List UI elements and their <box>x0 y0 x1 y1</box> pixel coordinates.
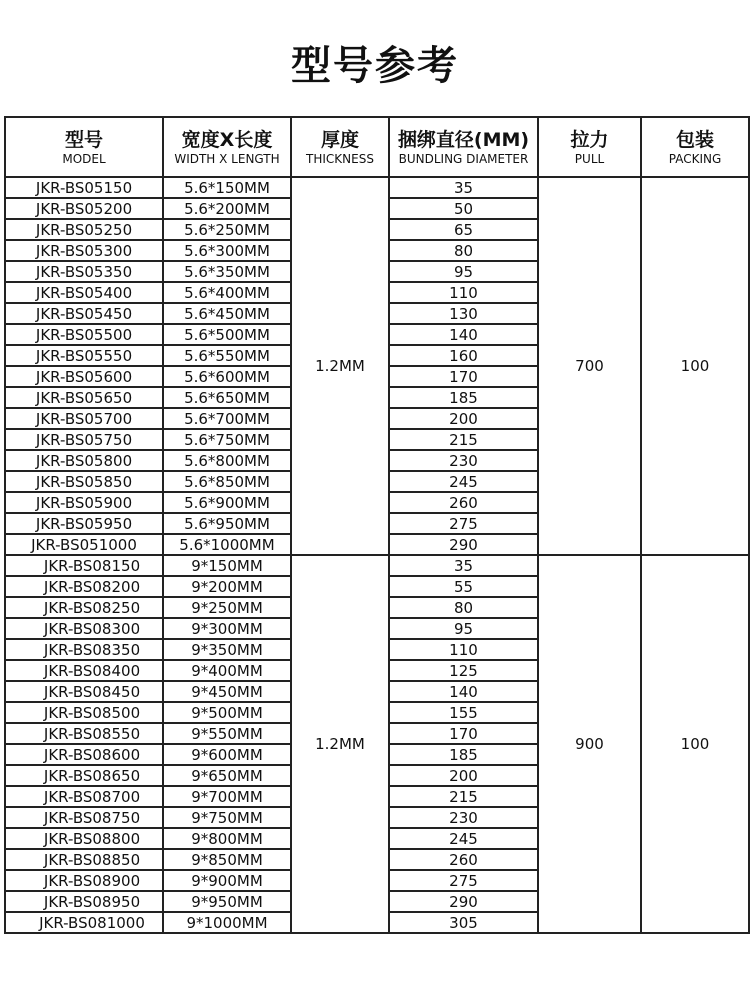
diameter-cell: 290 <box>389 891 538 912</box>
size-cell: 9*500MM <box>163 702 291 723</box>
model-cell: JKR-BS08400 <box>5 660 163 681</box>
diameter-cell: 95 <box>389 261 538 282</box>
pull-cell: 900 <box>538 555 641 933</box>
model-cell: JKR-BS05300 <box>5 240 163 261</box>
size-cell: 5.6*150MM <box>163 177 291 198</box>
diameter-cell: 275 <box>389 513 538 534</box>
size-cell: 5.6*600MM <box>163 366 291 387</box>
table-row <box>5 555 749 576</box>
size-cell: 9*150MM <box>163 555 291 576</box>
spec-table <box>4 116 750 934</box>
model-cell: JKR-BS05450 <box>5 303 163 324</box>
diameter-cell: 140 <box>389 324 538 345</box>
packing-cell: 100 <box>641 555 749 933</box>
diameter-cell: 65 <box>389 219 538 240</box>
model-cell: JKR-BS08600 <box>5 744 163 765</box>
size-cell: 5.6*550MM <box>163 345 291 366</box>
size-cell: 9*350MM <box>163 639 291 660</box>
diameter-cell: 170 <box>389 723 538 744</box>
size-cell: 9*600MM <box>163 744 291 765</box>
model-cell: JKR-BS05600 <box>5 366 163 387</box>
size-cell: 9*650MM <box>163 765 291 786</box>
header-diameter: 捆绑直径(MM) BUNDLING DIAMETER <box>389 117 538 177</box>
size-cell: 5.6*500MM <box>163 324 291 345</box>
size-cell: 5.6*450MM <box>163 303 291 324</box>
diameter-cell: 215 <box>389 429 538 450</box>
diameter-cell: 290 <box>389 534 538 555</box>
header-size: 宽度X长度 WIDTH X LENGTH <box>163 117 291 177</box>
size-cell: 5.6*200MM <box>163 198 291 219</box>
model-cell: JKR-BS08200 <box>5 576 163 597</box>
thickness-cell: 1.2MM <box>291 555 389 933</box>
diameter-cell: 55 <box>389 576 538 597</box>
diameter-cell: 130 <box>389 303 538 324</box>
model-cell: JKR-BS08500 <box>5 702 163 723</box>
size-cell: 5.6*900MM <box>163 492 291 513</box>
size-cell: 9*700MM <box>163 786 291 807</box>
model-cell: JKR-BS05650 <box>5 387 163 408</box>
model-cell: JKR-BS05250 <box>5 219 163 240</box>
size-cell: 5.6*300MM <box>163 240 291 261</box>
model-cell: JKR-BS05900 <box>5 492 163 513</box>
diameter-cell: 275 <box>389 870 538 891</box>
model-cell: JKR-BS08700 <box>5 786 163 807</box>
header-row <box>5 117 749 177</box>
diameter-cell: 185 <box>389 744 538 765</box>
size-cell: 9*950MM <box>163 891 291 912</box>
diameter-cell: 110 <box>389 282 538 303</box>
diameter-cell: 200 <box>389 765 538 786</box>
model-cell: JKR-BS08850 <box>5 849 163 870</box>
size-cell: 5.6*1000MM <box>163 534 291 555</box>
diameter-cell: 155 <box>389 702 538 723</box>
diameter-cell: 230 <box>389 807 538 828</box>
diameter-cell: 125 <box>389 660 538 681</box>
model-cell: JKR-BS08350 <box>5 639 163 660</box>
size-cell: 9*1000MM <box>163 912 291 933</box>
model-cell: JKR-BS08900 <box>5 870 163 891</box>
diameter-cell: 215 <box>389 786 538 807</box>
size-cell: 9*900MM <box>163 870 291 891</box>
model-cell: JKR-BS05550 <box>5 345 163 366</box>
diameter-cell: 50 <box>389 198 538 219</box>
model-cell: JKR-BS08450 <box>5 681 163 702</box>
model-cell: JKR-BS05800 <box>5 450 163 471</box>
page-title: 型号参考 <box>291 43 459 89</box>
header-pull: 拉力 PULL <box>538 117 641 177</box>
model-cell: JKR-BS051000 <box>5 534 163 555</box>
diameter-cell: 170 <box>389 366 538 387</box>
model-cell: JKR-BS08300 <box>5 618 163 639</box>
thickness-cell: 1.2MM <box>291 177 389 555</box>
model-cell: JKR-BS08150 <box>5 555 163 576</box>
diameter-cell: 305 <box>389 912 538 933</box>
diameter-cell: 35 <box>389 177 538 198</box>
size-cell: 9*200MM <box>163 576 291 597</box>
diameter-cell: 35 <box>389 555 538 576</box>
size-cell: 5.6*350MM <box>163 261 291 282</box>
diameter-cell: 95 <box>389 618 538 639</box>
diameter-cell: 185 <box>389 387 538 408</box>
header-thickness: 厚度 THICKNESS <box>291 117 389 177</box>
size-cell: 5.6*850MM <box>163 471 291 492</box>
size-cell: 5.6*400MM <box>163 282 291 303</box>
model-cell: JKR-BS08950 <box>5 891 163 912</box>
diameter-cell: 245 <box>389 471 538 492</box>
model-cell: JKR-BS08550 <box>5 723 163 744</box>
size-cell: 9*400MM <box>163 660 291 681</box>
diameter-cell: 160 <box>389 345 538 366</box>
table-body <box>5 177 749 933</box>
model-cell: JKR-BS08800 <box>5 828 163 849</box>
size-cell: 9*550MM <box>163 723 291 744</box>
size-cell: 5.6*250MM <box>163 219 291 240</box>
size-cell: 9*450MM <box>163 681 291 702</box>
size-cell: 9*750MM <box>163 807 291 828</box>
diameter-cell: 140 <box>389 681 538 702</box>
model-cell: JKR-BS081000 <box>5 912 163 933</box>
size-cell: 5.6*800MM <box>163 450 291 471</box>
size-cell: 9*250MM <box>163 597 291 618</box>
size-cell: 5.6*700MM <box>163 408 291 429</box>
size-cell: 5.6*950MM <box>163 513 291 534</box>
model-cell: JKR-BS08250 <box>5 597 163 618</box>
header-model: 型号 MODEL <box>5 117 163 177</box>
diameter-cell: 245 <box>389 828 538 849</box>
size-cell: 5.6*750MM <box>163 429 291 450</box>
model-cell: JKR-BS05850 <box>5 471 163 492</box>
packing-cell: 100 <box>641 177 749 555</box>
model-cell: JKR-BS05150 <box>5 177 163 198</box>
model-cell: JKR-BS05200 <box>5 198 163 219</box>
diameter-cell: 80 <box>389 240 538 261</box>
size-cell: 9*800MM <box>163 828 291 849</box>
size-cell: 9*850MM <box>163 849 291 870</box>
model-cell: JKR-BS05400 <box>5 282 163 303</box>
diameter-cell: 200 <box>389 408 538 429</box>
diameter-cell: 260 <box>389 492 538 513</box>
model-cell: JKR-BS05350 <box>5 261 163 282</box>
header-packing: 包装 PACKING <box>641 117 749 177</box>
model-cell: JKR-BS08750 <box>5 807 163 828</box>
diameter-cell: 260 <box>389 849 538 870</box>
model-cell: JKR-BS05700 <box>5 408 163 429</box>
diameter-cell: 230 <box>389 450 538 471</box>
model-cell: JKR-BS08650 <box>5 765 163 786</box>
table-row <box>5 177 749 198</box>
size-cell: 9*300MM <box>163 618 291 639</box>
size-cell: 5.6*650MM <box>163 387 291 408</box>
model-cell: JKR-BS05500 <box>5 324 163 345</box>
model-cell: JKR-BS05950 <box>5 513 163 534</box>
diameter-cell: 80 <box>389 597 538 618</box>
model-cell: JKR-BS05750 <box>5 429 163 450</box>
pull-cell: 700 <box>538 177 641 555</box>
diameter-cell: 110 <box>389 639 538 660</box>
